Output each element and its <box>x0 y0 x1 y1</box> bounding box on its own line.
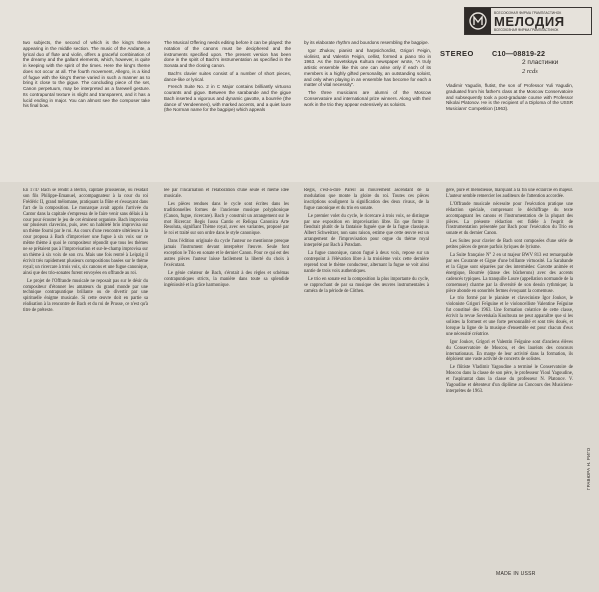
stereo-label: STEREO <box>440 49 474 58</box>
french-paragraph: Le flûtiste Vladimir Yagoudine a terminé le Conservatoire de Moscou dans la classe de son père, le professeur Yioul Yagoudine, et l'aspirantat dans la classe du professeur N. Platonov. V. Yagoudine et détenteur d'un diplôme au Concours des Musiciens-interprètes de 1963. <box>446 365 573 394</box>
logo-bottom-line: ВСЕСОЮЗНАЯ ФИРМА ГРАМПЛАСТИНОК <box>494 27 559 32</box>
french-paragraph: Igor Joukov, Grigori et Valentin Feïguine sont d'anciens élèves du Conservatoire de Moscou, et des lauréats des concours internationaux. En marge de leur activité dans la formation, ils déploient une vaste activité de concerts de solistes. <box>446 339 573 363</box>
english-column-3 <box>304 40 431 165</box>
french-paragraph: La Suite française N° 2 en ut majeur BWV 813 est remarquable par ses Courante et Gigue d'une brillante virtuosité. La Sarabande et la Gigue sont séparées par des intermèdes: Gavotte animée et énergique, Bourrée (danse des bûcherons) avec des accents cadencés typiques. La tranquille Loure (appellation normande de la cornemuse) charme par la diversité de son dessin rythmique; la pièce abonde en sonorités fermes évoquant la cornemuse. <box>446 253 573 294</box>
english-paragraph: two subjects, the second of which is the king's theme appearing in the middle section. The music of the Andante, a lyrical duo of flute and violin, offers a graceful combination of the dreamy and the gallant elements, which, however, is quite in keeping with the spirit of the times. Here the king's theme does not occur at all. The fourth movement, Allegro, is a kind of fugue with the king's theme varied in such a manner as to bring it close to the gigue. The concluding piece of the set, Canon perpetuum, may be interpreted as a farewell gesture. Its contrapuntal texture is slight and transparent, and it has a lucid ending in major. You can almost see the composer take his final bow. <box>23 40 150 109</box>
catalog-number: С10—08819-22 <box>492 49 546 58</box>
french-paragraph: L'Offrande musicale nécessite pour l'exécution pratique une rédaction spéciale, comprenant le déchiffrage du texte accompagnant les canons et l'instrumentation de la plupart des pièces. La présente rédaction est fidèle à l'esprit de l'instrumentation présentée par Bach pour l'exécution du Trio en sonate et du dernier Canon. <box>446 201 573 237</box>
made-in-ussr: MADE IN USSR <box>496 571 536 577</box>
french-paragraph: Le trio en sonate est la composition la plus importante du cycle, se rapprochant de par sa musique des œuvres instrumentales à caméra de la période de Côthen. <box>304 276 429 294</box>
french-column-4 <box>446 188 573 566</box>
english-paragraph: by its elaborate rhythm and bourdons resembling the bagpipe. <box>304 40 429 45</box>
french-paragraph: lée par l'incarnation et l'élaboration d'une seule et même idée musicale. <box>164 188 289 199</box>
french-column-2 <box>164 188 289 578</box>
french-column-1 <box>23 188 148 578</box>
french-paragraph: Le projet de l'Offrande musicale ne reposait pas sur le désir du compositeur d'étonner les amateurs du grand monde par une technique contrapuntique brillante ou de divertir par une spirituelle énigme musicale. Si cette œuvre doit en partie sa réalisation à la rencontre de Bach et du roi de Prusse, ce n'est qu'à titre de prétexte. <box>23 278 148 314</box>
french-paragraph: Les pièces rendues dans le cycle sont écrites dans les traditionnelles formes de l'ancienne musique polyphonique (Canon, fugue, ricercare). Bach y construit un arrangement sur le mot Ricercar: Regis Iussu Cantio et Reliqua Canonica Arte Resoluta, signifiant Thème royal, avec ses variantes, proposé par le roi et traité sur son ordre dans le style canonique. <box>164 201 289 237</box>
french-paragraph: La fugue canonique, canon fugué à deux voix, repose sur un contrepoint à l'élévation libre à la troisième voix cette dernière reprend tout le thème conducteur, alternant la fugue se voit ainsi nantie de trois voix authentiques. <box>304 251 429 274</box>
french-column-3 <box>304 188 429 578</box>
records-count-ru: 2 пластинки <box>522 59 559 66</box>
french-paragraph: Le génie créateur de Bach, s'érotait à des règles et schémas contrapuntiques stricts, la manière dans toute sa splendide ingéniosité et la grâce harmonique. <box>164 270 289 288</box>
french-paragraph: Le premier volet du cycle, le ricercare à trois voix, se distingue par une exposition en improvisation libre. En que forme il fiendrait plutôt de la fantaisie fuguée que de la fugue classique. Albert Schweitzer, non sans raison, estime que cette œuvre est un arrangement de l'improvisation pour orgue du thème royal interprété par Bach à Potsdam. <box>304 213 429 249</box>
records-count-en: 2 rcds <box>522 68 538 75</box>
french-paragraph: Dans l'édition originale du cycle l'auteur ne mentionne presque jamais l'instrument devant interpréter l'œuvre. Seule font exception le Trio en sonate et le dernier Canon. Pour ce qui est des autres pièces l'auteur laisse facilement la liberté du choix à l'exécutant. <box>164 239 289 268</box>
french-paragraph: En 1747 Bach se rendit à Berlin, capitale prussienne, où résidait son fils Philippe-Emanuel, accompagnateur à la cour du roi Frédéric II, grand mélomane, pratiquant la flûte et s'essayant dans l'art de la composition. Le monarque avait appris l'arrivée du Cantor dans la capitale s'empressa de le faire venir sans délais à la cour pour écouter le jeu de cet éminent organiste. Bach improvisa sur plusieurs clavecins, puis, avec un habileté brio improvisa sur un thème fourni par le roi. Au cours d'une rencontre ultérieure à la cour proposa à Bach d'improviser une fugue à six voix sur ce même thème à quoi le compositeur répondit que tous les thèmes ne se prêtaient pas à l'improvisation et sur-le-champ improvisa sur un thème à six voix de son cru. Mais une fois rentré à Leipzig il écrivit très rapidement plusieurs compositions basées sur le thème royal; un ricercare à trois voix, six canons et une fugue canonique, ainsi que des trio-sonates furent envoyées en offrande au roi. <box>23 188 148 276</box>
english-column-1 <box>23 40 150 165</box>
english-paragraph: Vladimir Yagudin, flutist, the son of Professor Yuli Yagudin, graduated from his father's class at the Moscow Conservatoire and subsequently took a post-graduate course with Professor Nikolai Platonov. He is the recipient of a Diploma of the USSR Musicians' Competition (1963). <box>446 83 573 111</box>
french-paragraph: Les Suites pour clavier de Bach sont composées d'une série de petites pièces de genre parfois lyriques de lyrisme. <box>446 239 573 251</box>
french-paragraph: Regis, c'est-à-dire Pareil au mouvement ascendant de la modulation que monte la gloire du roi. Toutes ces pièces inscriptions soulignent la signification des deux rivaux, de la fugue canonique et du trio en sonate. <box>304 188 429 211</box>
english-paragraph: Bach's clavier suites consist of a number of short pieces, dance-like or lyrical. <box>164 70 291 82</box>
printer-credit: ГРАВЮРА Н. РИГО <box>586 447 591 490</box>
english-column-4 <box>446 83 573 165</box>
melodiya-logo <box>464 7 592 35</box>
logo-brand: МЕЛОДИЯ <box>494 13 565 29</box>
logo-top-line: ВСЕСОЮЗНАЯ ФИРМА ГРАМПЛАСТИНОК <box>494 10 562 15</box>
english-paragraph: The Musical Offering needs editing before it can be played: the notation of the canons must be deciphered and the instruments specified upon. The present version has been done in the spirit of Bach's instrumentation as specified in the Sonata and the closing canon. <box>164 40 291 68</box>
english-paragraph: Igor Zhukov, pianist and harpsichordist, Grigori Feigin, violinist, and Valentin Feigin, cellist, formed a piano trio in 1963. As the Sovetskaya Kultura newspaper wrote, "A truly artistic ensemble like this one can arise only if each of its members is a highly gifted personality, an outstanding soloist, and only when playing in an ensemble has become for each a matter of vital necessity". <box>304 47 431 88</box>
french-paragraph: Le trio formé par le pianiste et claveciniste Igor Joukov, le violoniste Grigori Feïguine et le violoncelliste Valentine Feïguine fut constitué dès 1963. Une formation créatrice de cette classe, écrivit la revue Sovetskaïa Koultoura ne peut apparaître que si les solistes la forment et une forte personnalité et sont très doués, et lorsque la ligne de la musique d'ensemble est pour chacun d'eux une nécessité créatrice. <box>446 296 573 337</box>
english-paragraph: French Suite No. 2 in C Major contains brilliantly virtuoso courants and gigue. Between the sarabande and the gigue Bach inserted a vigorous and dynamic gavotte, a bourrée (the dance of Vendeennes), with marked accents, and a quiet loure (the Norman name for the bagpipe) which appeals <box>164 84 291 113</box>
english-paragraph: The three musicians are alumni of the Moscow Conservatoire and international prize winners. Along with their work in the trio they appear extensively as soloists. <box>304 90 431 107</box>
french-paragraph: gère, pure et mélodieuse, marquant à la fin une éclaircie en majeur. L'auteur semble remercier les auditeurs de l'attention accordée. <box>446 188 573 199</box>
melodiya-emblem-icon <box>465 8 491 34</box>
english-column-2 <box>164 40 291 165</box>
